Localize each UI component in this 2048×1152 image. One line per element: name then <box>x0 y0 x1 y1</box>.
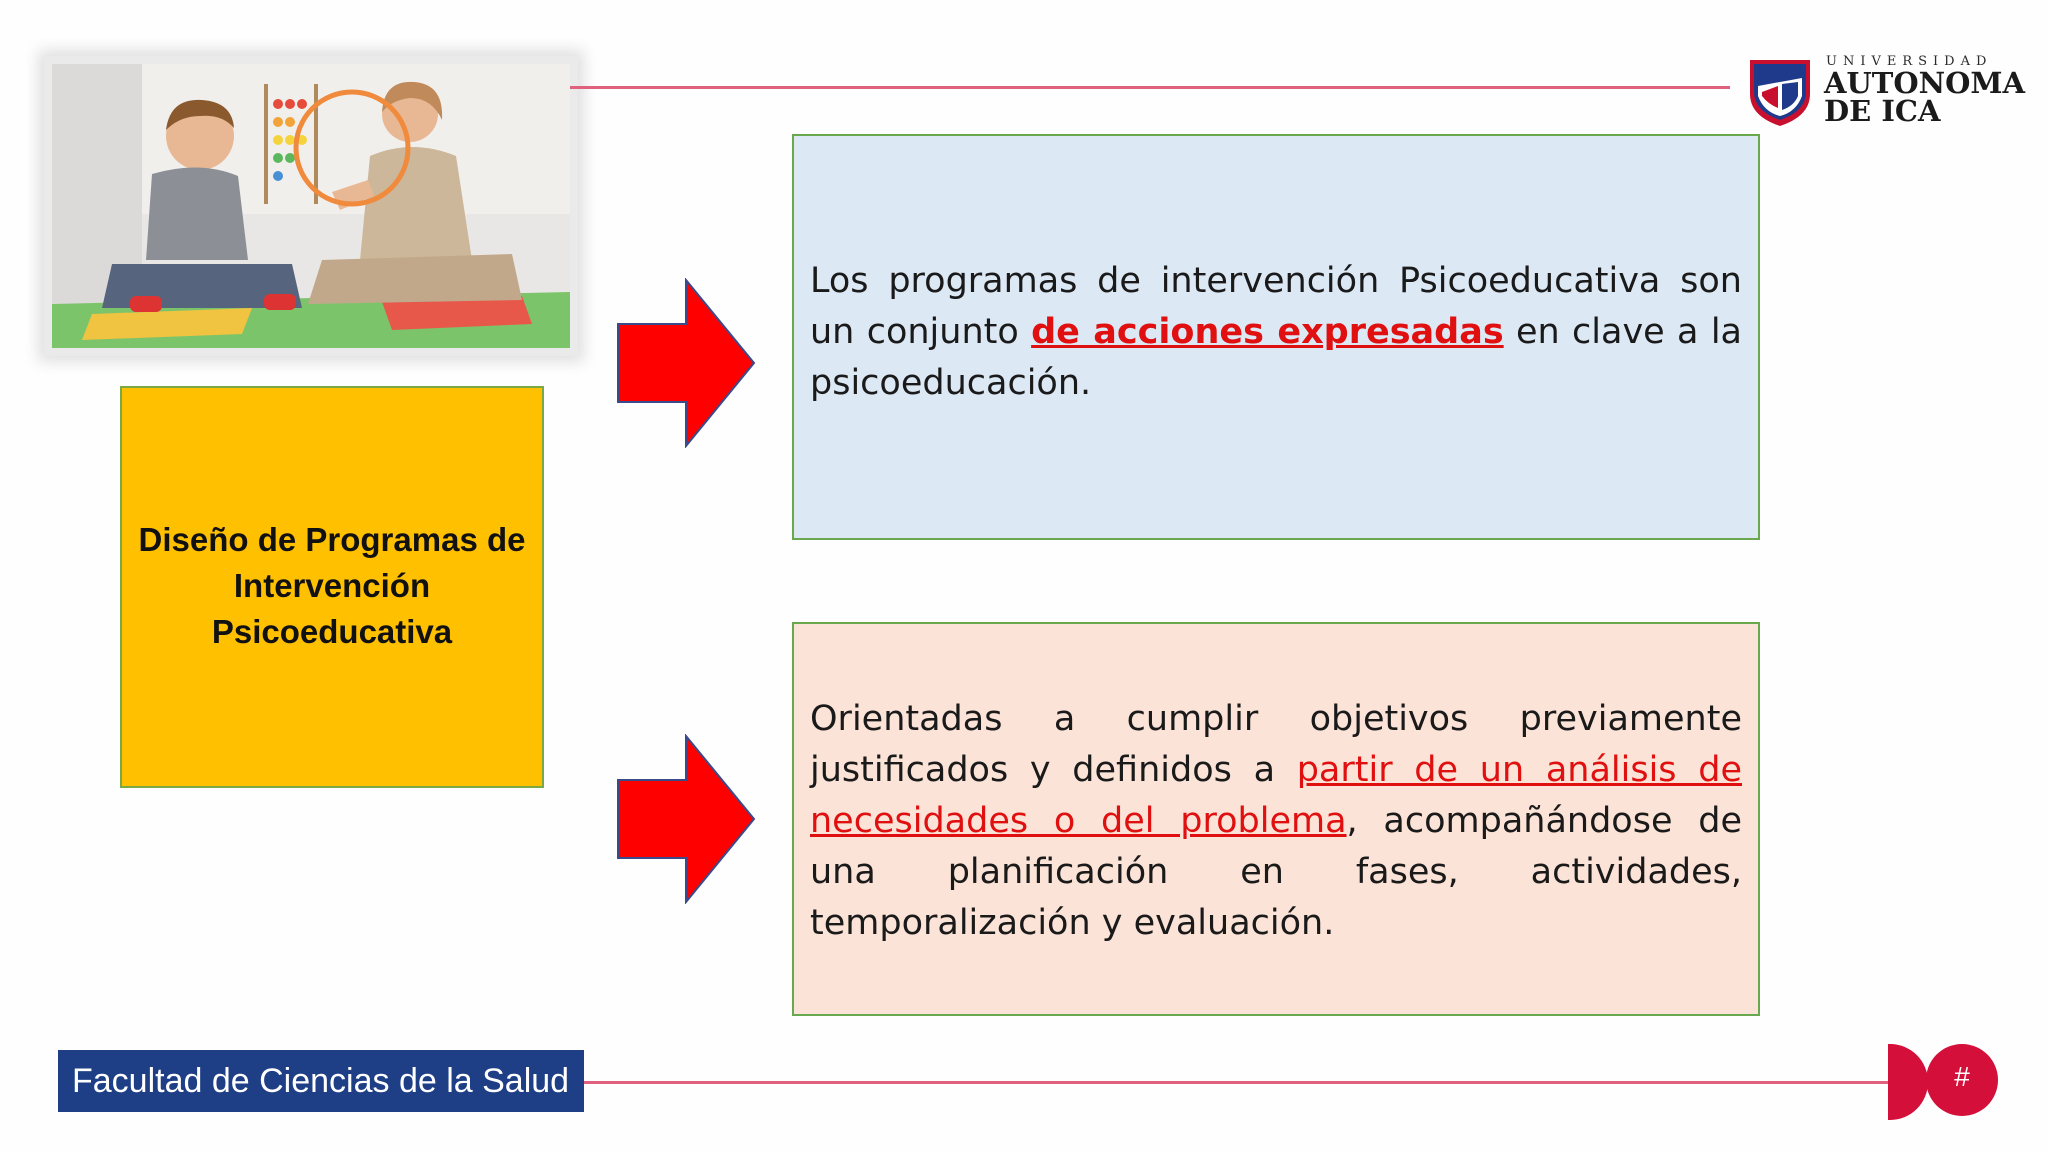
footer-bar <box>58 1050 584 1112</box>
logo-name-line1: AUTONOMA <box>1824 66 2026 100</box>
right-arrow-icon <box>616 734 756 904</box>
objectives-box <box>792 622 1760 1016</box>
university-logo[interactable] <box>1748 52 2026 132</box>
logo-name-line2: DE ICA <box>1824 94 1941 128</box>
university-shield-icon <box>1748 56 1812 128</box>
title-line: Psicoeducativa <box>211 613 453 650</box>
photo-illustration <box>52 64 570 348</box>
child-therapist-photo <box>52 64 570 348</box>
objectives-text-end: , acompañándose de una planificación en fases, actividades, temporalización y evaluación. <box>810 800 1742 943</box>
definition-text-start: Los programas de intervención Psicoeducativa son un conjunto <box>810 260 1742 352</box>
page-number-badge <box>1926 1044 1998 1116</box>
header-accent-line <box>570 86 1730 89</box>
definition-text <box>810 256 1742 409</box>
footer-accent-line <box>584 1081 1894 1084</box>
footer-faculty-label: Facultad de Ciencias de la Salud <box>72 1061 570 1100</box>
title-line: Diseño de Programas de <box>138 521 526 558</box>
objectives-text-start: Orientadas a cumplir objetivos previamente justificados y definidos a <box>810 698 1742 790</box>
definition-text-end: en clave a la psicoeducación. <box>810 311 1742 403</box>
footer-half-circle <box>1888 1044 1928 1120</box>
page-number: # <box>1954 1061 1970 1092</box>
logo-university-label: UNIVERSIDAD <box>1826 54 1993 69</box>
photo-frame <box>44 56 578 356</box>
title-text <box>137 517 527 655</box>
right-arrow-icon <box>616 278 756 448</box>
title-line: Intervención <box>233 567 431 604</box>
objectives-highlight: partir de un análisis de necesidades o del problema <box>810 749 1742 841</box>
title-box <box>120 386 544 788</box>
objectives-text <box>810 694 1742 949</box>
definition-box <box>792 134 1760 540</box>
definition-highlight: de acciones expresadas <box>1031 311 1504 352</box>
